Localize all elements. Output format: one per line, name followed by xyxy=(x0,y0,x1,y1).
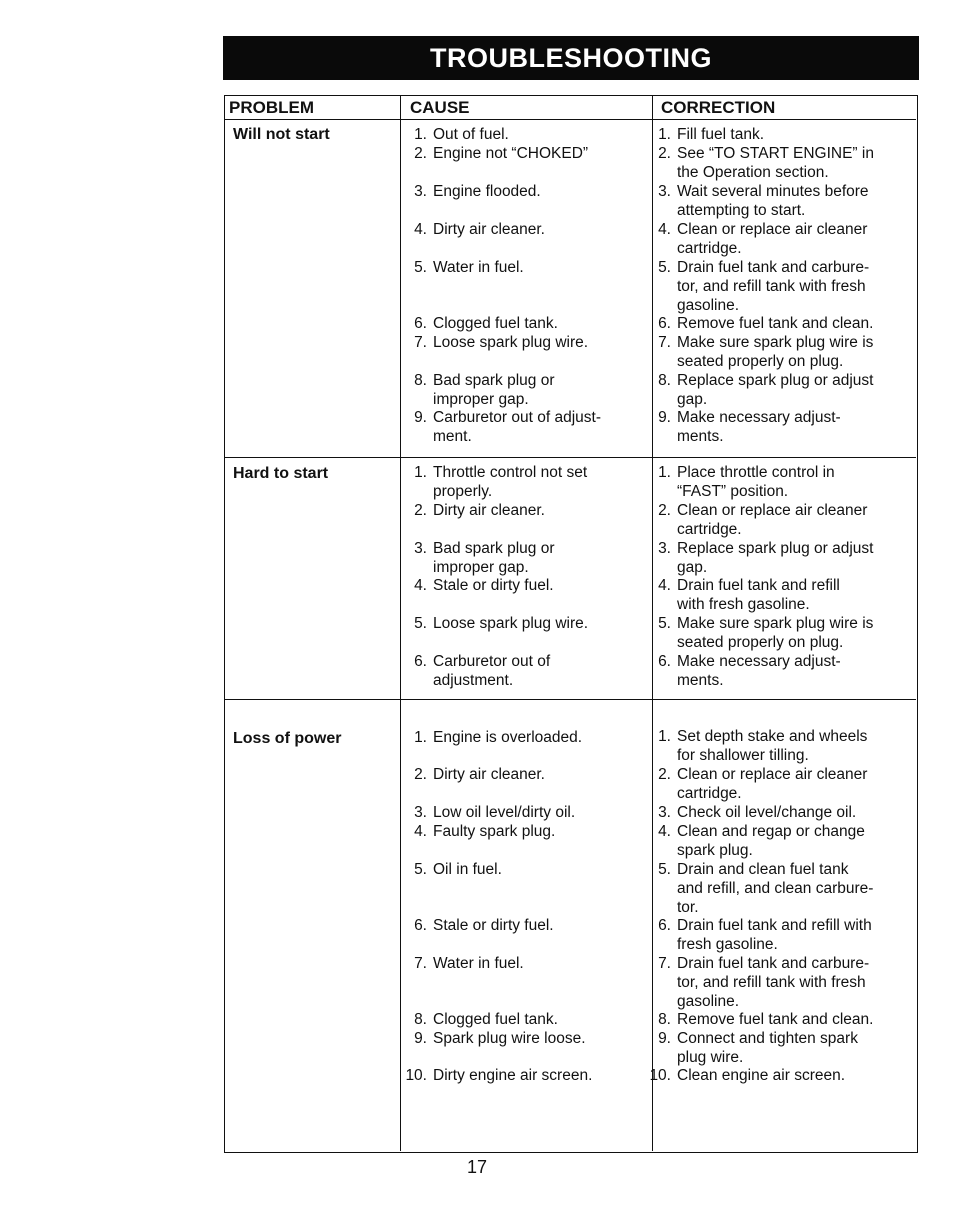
correction-item xyxy=(647,652,841,690)
problem-label: Loss of power xyxy=(233,730,342,747)
header-divider xyxy=(225,119,916,120)
correction-text: Clean or replace air cleaner cartridge. xyxy=(677,221,868,257)
correction-number: 7. xyxy=(658,955,671,972)
cause-item xyxy=(403,182,541,201)
correction-item xyxy=(647,220,867,258)
correction-number: 3. xyxy=(658,183,671,200)
cause-text: Stale or dirty fuel. xyxy=(433,917,554,934)
cause-number: 9. xyxy=(414,409,427,426)
cause-number: 1. xyxy=(414,126,427,143)
cause-item xyxy=(403,220,545,239)
cause-item xyxy=(403,463,587,501)
correction-text: Make sure spark plug wire is seated properly on plug. xyxy=(677,615,874,651)
correction-number: 8. xyxy=(658,372,671,389)
cause-number: 5. xyxy=(414,861,427,878)
correction-text: Replace spark plug or adjust gap. xyxy=(677,540,874,576)
cause-item xyxy=(403,765,545,784)
correction-text: Remove fuel tank and clean. xyxy=(677,315,874,332)
correction-item xyxy=(647,727,867,765)
cause-text: Bad spark plug or improper gap. xyxy=(433,540,555,576)
correction-number: 10. xyxy=(649,1067,671,1084)
correction-text: Connect and tighten spark plug wire. xyxy=(677,1030,858,1066)
problem-label: Hard to start xyxy=(233,465,329,482)
correction-text: Check oil level/change oil. xyxy=(677,804,857,821)
correction-item xyxy=(647,614,873,652)
correction-text: Fill fuel tank. xyxy=(677,126,765,143)
cause-item xyxy=(403,333,588,352)
correction-text: Make necessary adjust- ments. xyxy=(677,653,841,689)
correction-item xyxy=(647,1029,858,1067)
correction-number: 4. xyxy=(658,577,671,594)
cause-text: Out of fuel. xyxy=(433,126,509,143)
cause-item xyxy=(403,539,555,577)
correction-number: 5. xyxy=(658,259,671,276)
cause-text: Throttle control not set properly. xyxy=(433,464,588,500)
row-divider xyxy=(225,457,916,458)
correction-number: 3. xyxy=(658,804,671,821)
cause-number: 4. xyxy=(414,577,427,594)
cause-text: Faulty spark plug. xyxy=(433,823,556,840)
cause-item xyxy=(403,803,575,822)
cause-item xyxy=(403,125,509,144)
row-divider xyxy=(225,699,916,700)
correction-text: Clean or replace air cleaner cartridge. xyxy=(677,502,868,538)
correction-number: 3. xyxy=(658,540,671,557)
cause-number: 7. xyxy=(414,334,427,351)
cause-text: Loose spark plug wire. xyxy=(433,334,589,351)
correction-number: 9. xyxy=(658,1030,671,1047)
cause-number: 9. xyxy=(414,1030,427,1047)
cause-number: 6. xyxy=(414,653,427,670)
cause-number: 2. xyxy=(414,502,427,519)
cause-text: Engine not “CHOKED” xyxy=(433,145,589,162)
troubleshooting-table xyxy=(224,95,918,1153)
correction-item xyxy=(647,408,841,446)
page-title: TROUBLESHOOTING xyxy=(223,36,919,80)
cause-item xyxy=(403,576,554,595)
correction-item xyxy=(647,803,856,822)
correction-text: See “TO START ENGINE” in the Operation section. xyxy=(677,145,874,181)
correction-item xyxy=(647,371,873,409)
correction-number: 2. xyxy=(658,145,671,162)
correction-number: 6. xyxy=(658,653,671,670)
cause-number: 3. xyxy=(414,804,427,821)
cause-number: 10. xyxy=(405,1067,427,1084)
cause-text: Oil in fuel. xyxy=(433,861,502,878)
correction-number: 1. xyxy=(658,464,671,481)
correction-text: Clean and regap or change spark plug. xyxy=(677,823,865,859)
cause-text: Dirty air cleaner. xyxy=(433,766,545,783)
correction-text: Remove fuel tank and clean. xyxy=(677,1011,874,1028)
correction-text: Make sure spark plug wire is seated properly on plug. xyxy=(677,334,874,370)
cause-item xyxy=(403,916,554,935)
correction-number: 7. xyxy=(658,334,671,351)
correction-item xyxy=(647,539,873,577)
correction-text: Drain fuel tank and carbure- tor, and refill tank with fresh gasoline. xyxy=(677,955,870,1010)
correction-number: 1. xyxy=(658,728,671,745)
correction-item xyxy=(647,333,873,371)
cause-number: 4. xyxy=(414,823,427,840)
cause-text: Bad spark plug or improper gap. xyxy=(433,372,555,408)
cause-number: 4. xyxy=(414,221,427,238)
correction-item xyxy=(647,765,867,803)
cause-item xyxy=(403,614,588,633)
correction-number: 1. xyxy=(658,126,671,143)
cause-number: 2. xyxy=(414,766,427,783)
correction-item xyxy=(647,1010,873,1029)
correction-number: 4. xyxy=(658,221,671,238)
cause-number: 5. xyxy=(414,615,427,632)
cause-item xyxy=(403,1066,592,1085)
correction-number: 9. xyxy=(658,409,671,426)
correction-item xyxy=(647,182,869,220)
correction-number: 6. xyxy=(658,315,671,332)
correction-item xyxy=(647,916,872,954)
cause-text: Stale or dirty fuel. xyxy=(433,577,554,594)
correction-number: 2. xyxy=(658,502,671,519)
correction-text: Make necessary adjust- ments. xyxy=(677,409,841,445)
cause-item xyxy=(403,728,582,747)
correction-item xyxy=(647,314,873,333)
cause-item xyxy=(403,652,550,690)
cause-item xyxy=(403,860,502,879)
correction-text: Replace spark plug or adjust gap. xyxy=(677,372,874,408)
header-correction: CORRECTION xyxy=(661,98,776,117)
cause-item xyxy=(403,822,555,841)
correction-item xyxy=(647,954,869,1011)
cause-text: Clogged fuel tank. xyxy=(433,1011,558,1028)
cause-text: Water in fuel. xyxy=(433,259,524,276)
column-divider xyxy=(400,96,401,1151)
correction-item xyxy=(647,1066,845,1085)
cause-text: Water in fuel. xyxy=(433,955,524,972)
correction-item xyxy=(647,125,764,144)
correction-number: 4. xyxy=(658,823,671,840)
correction-number: 2. xyxy=(658,766,671,783)
correction-item xyxy=(647,501,867,539)
header-cause: CAUSE xyxy=(410,98,470,117)
cause-text: Dirty air cleaner. xyxy=(433,221,545,238)
cause-text: Engine is overloaded. xyxy=(433,729,583,746)
cause-text: Dirty engine air screen. xyxy=(433,1067,593,1084)
cause-item xyxy=(403,314,558,333)
cause-number: 8. xyxy=(414,1011,427,1028)
cause-number: 7. xyxy=(414,955,427,972)
cause-item xyxy=(403,371,555,409)
problem-label: Will not start xyxy=(233,126,330,143)
cause-number: 6. xyxy=(414,917,427,934)
cause-item xyxy=(403,954,524,973)
cause-text: Low oil level/dirty oil. xyxy=(433,804,576,821)
cause-number: 6. xyxy=(414,315,427,332)
correction-text: Place throttle control in “FAST” position. xyxy=(677,464,835,500)
correction-number: 6. xyxy=(658,917,671,934)
cause-text: Engine flooded. xyxy=(433,183,541,200)
cause-number: 3. xyxy=(414,540,427,557)
cause-item xyxy=(403,1010,558,1029)
correction-item xyxy=(647,860,873,917)
correction-item xyxy=(647,822,865,860)
header-problem: PROBLEM xyxy=(229,98,314,117)
cause-text: Loose spark plug wire. xyxy=(433,615,589,632)
correction-text: Drain fuel tank and refill with fresh gasoline. xyxy=(677,577,840,613)
correction-text: Clean engine air screen. xyxy=(677,1067,846,1084)
correction-number: 8. xyxy=(658,1011,671,1028)
cause-item xyxy=(403,408,601,446)
cause-text: Carburetor out of adjust- ment. xyxy=(433,409,602,445)
cause-text: Dirty air cleaner. xyxy=(433,502,545,519)
correction-item xyxy=(647,576,840,614)
cause-number: 1. xyxy=(414,729,427,746)
cause-text: Clogged fuel tank. xyxy=(433,315,558,332)
correction-text: Wait several minutes before attempting to start. xyxy=(677,183,869,219)
correction-item xyxy=(647,144,874,182)
correction-number: 5. xyxy=(658,615,671,632)
cause-item xyxy=(403,258,524,277)
cause-item xyxy=(403,1029,586,1048)
correction-text: Set depth stake and wheels for shallower tilling. xyxy=(677,728,868,764)
cause-number: 3. xyxy=(414,183,427,200)
correction-item xyxy=(647,463,835,501)
correction-text: Drain fuel tank and carbure- tor, and refill tank with fresh gasoline. xyxy=(677,259,870,314)
cause-number: 1. xyxy=(414,464,427,481)
cause-number: 5. xyxy=(414,259,427,276)
correction-item xyxy=(647,258,869,315)
correction-number: 5. xyxy=(658,861,671,878)
cause-text: Spark plug wire loose. xyxy=(433,1030,586,1047)
cause-text: Carburetor out of adjustment. xyxy=(433,653,551,689)
cause-number: 8. xyxy=(414,372,427,389)
cause-item xyxy=(403,144,588,163)
correction-text: Drain and clean fuel tank and refill, and clean carbure- tor. xyxy=(677,861,874,916)
correction-text: Drain fuel tank and refill with fresh gasoline. xyxy=(677,917,872,953)
cause-item xyxy=(403,501,545,520)
correction-text: Clean or replace air cleaner cartridge. xyxy=(677,766,868,802)
cause-number: 2. xyxy=(414,145,427,162)
page-number: 17 xyxy=(466,1157,488,1177)
